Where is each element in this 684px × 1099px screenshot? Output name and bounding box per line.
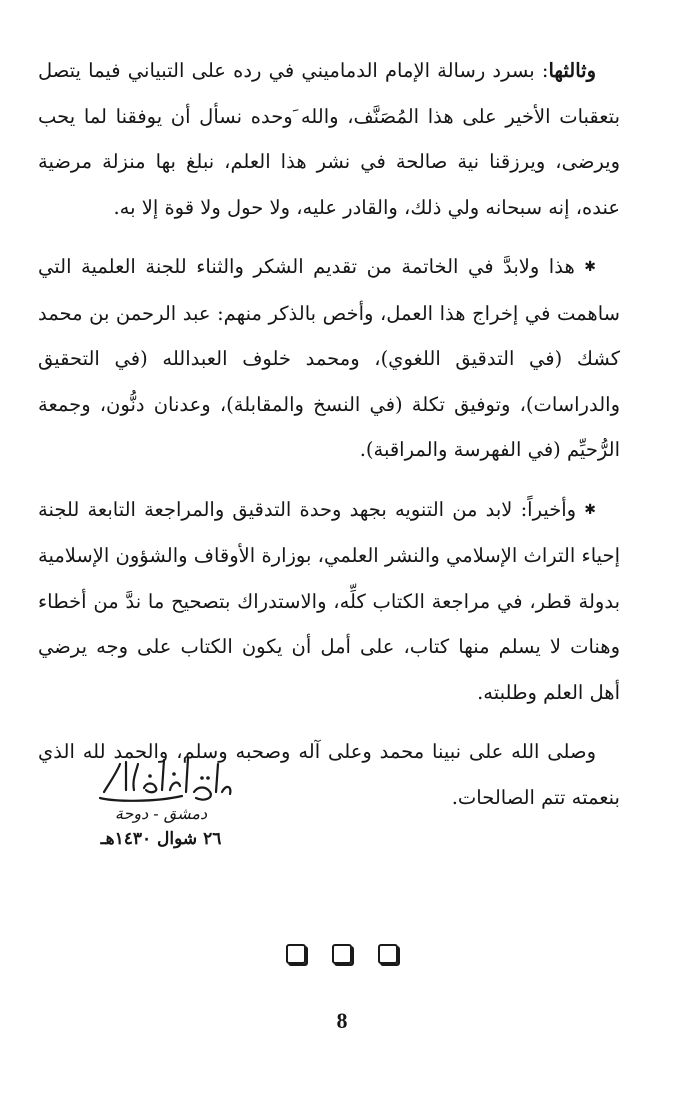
- calligraphic-signature-icon: [86, 752, 236, 810]
- box-ornament-icon: [332, 944, 352, 964]
- paragraph-text: هذا ولابدَّ في الخاتمة من تقديم الشكر والثناء للجنة العلمية التي ساهمت في إخراج هذا العمل، وأخص بالذكر منهم: عبد الرحمن بن محمد كشك (في التدقيق اللغوي)، ومحمد خلوف العبدالله (في التحقيق والدراسات)، وتوفيق تكلة (في النسخ والمقابلة)، وعدنان دنُّون، وجمعة الرُّحيِّم (في الفهرسة والمراقبة).: [38, 255, 620, 461]
- paragraph-text: وصلى الله على نبينا محمد وعلى آله وصحبه وسلم، والحمد لله الذي بنعمته تتم الصالحات.: [38, 740, 620, 809]
- page-number: 8: [336, 1008, 348, 1033]
- box-ornament-icon: [286, 944, 306, 964]
- paragraph-text: وأخيراً: لابد من التنويه بجهد وحدة التدقيق والمراجعة التابعة للجنة إحياء التراث الإسلامي والنشر العلمي، بوزارة الأوقاف والشؤون الإسلامية بدولة قطر، في مراجعة الكتاب كلِّه، والاستدراك بتصحيح ما ندَّ من أخطاء وهنات لا يسلم منها كتاب، على أمل أن يكون الكتاب على وجه يرضي أهل العلم وطلبته.: [38, 497, 620, 704]
- box-ornament-icon: [378, 944, 398, 964]
- signature-place: دمشق - دوحة: [114, 804, 208, 823]
- paragraph-acknowledgements: [38, 244, 620, 473]
- signature-block: [76, 752, 246, 852]
- asterisk-bullet-icon: ✱: [584, 501, 596, 518]
- paragraph-third-point: [38, 48, 620, 230]
- paragraph-lead-word: وثالثها: [548, 59, 596, 82]
- paragraph-finally: [38, 487, 620, 716]
- section-end-ornament: [286, 940, 398, 968]
- paragraph-text: : بسرد رسالة الإمام الدماميني في رده على التبياني فيما يتصل بتعقبات الأخير على هذا المُصَنَّف، والله َوحده نسأل أن يوفقنا لما يحب ويرضى، ويرزقنا نية صالحة في نشر هذا العلم، نبلغ بها منزلة مرضية عنده، إنه سبحانه ولي ذلك، والقادر عليه، ولا حول ولا قوة إلا به.: [38, 59, 620, 219]
- signature-date: ٢٦ شوال ١٤٣٠هـ: [100, 829, 222, 849]
- asterisk-bullet-icon: ✱: [584, 259, 597, 275]
- body-text: [38, 48, 620, 820]
